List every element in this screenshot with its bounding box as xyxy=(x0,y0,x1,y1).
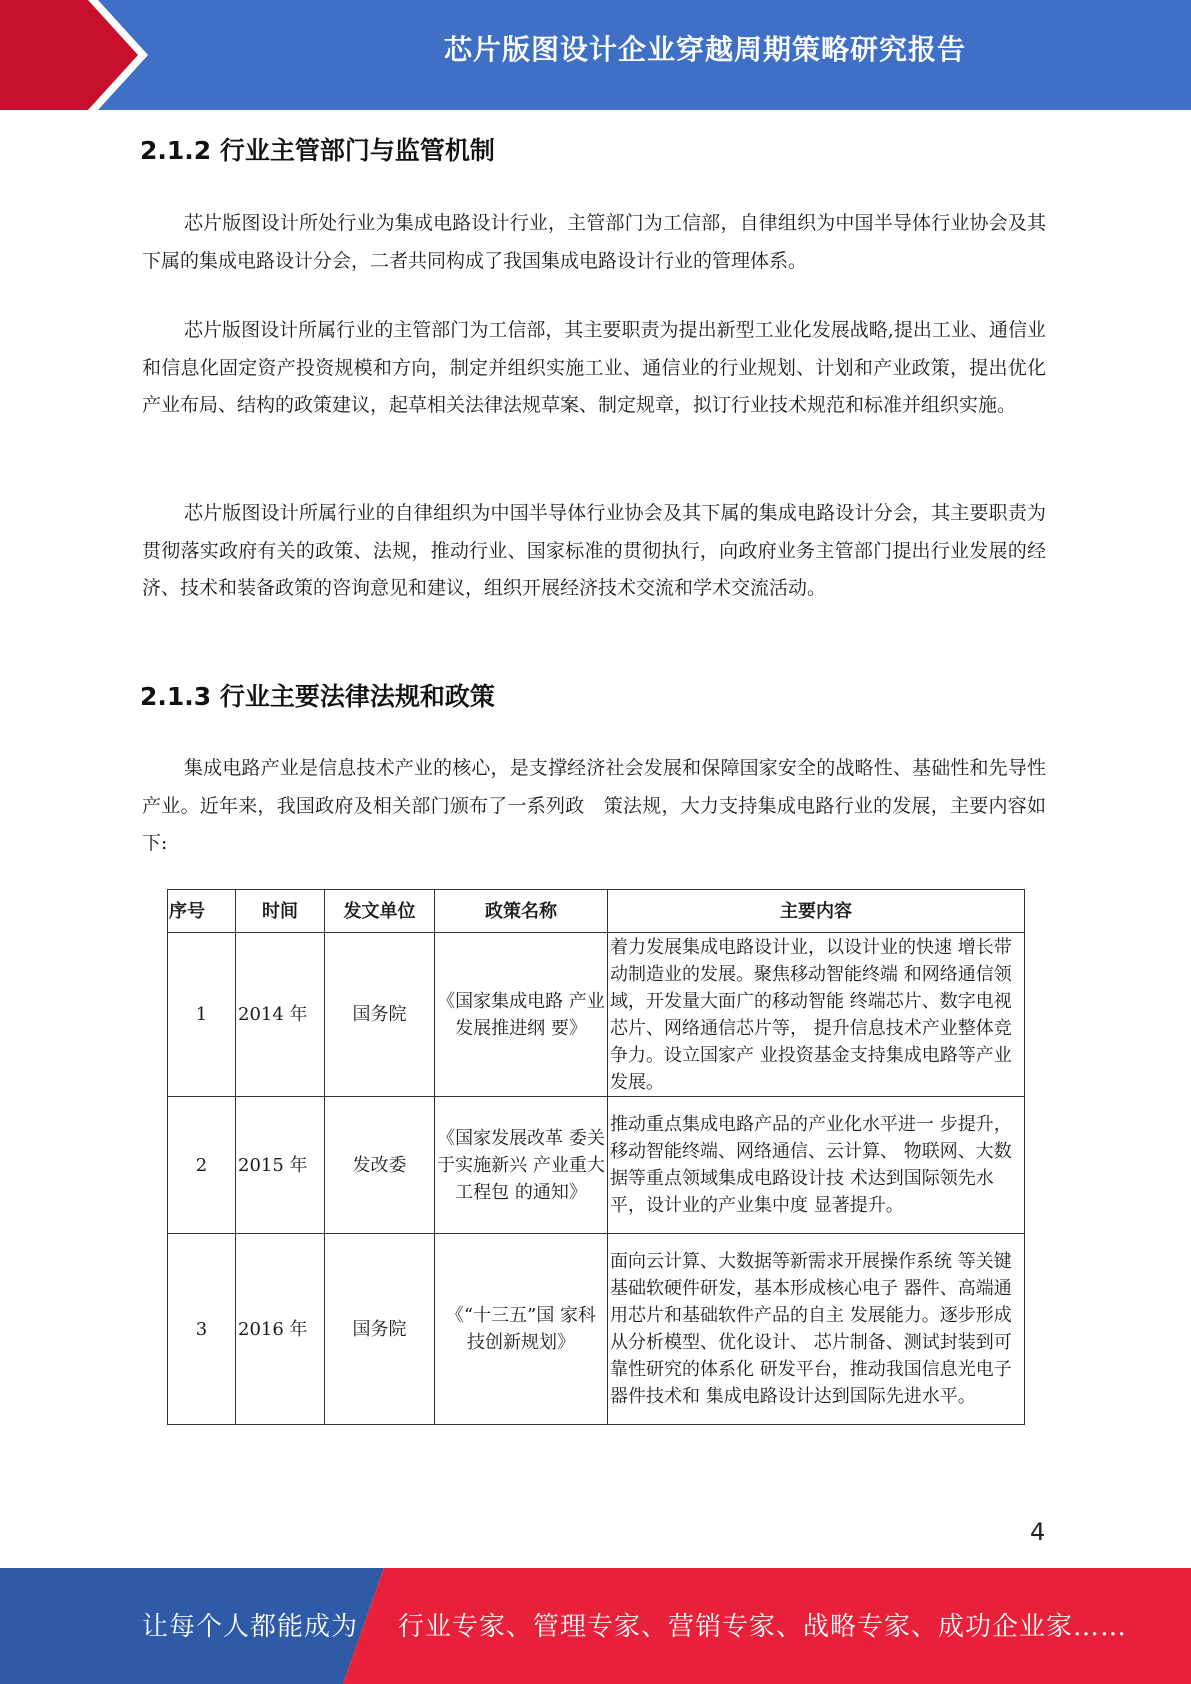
paragraph: 芯片版图设计所属行业的主管部门为工信部，其主要职责为提出新型工业化发展战略,提出工业、通信业和信息化固定资产投资规模和方向，制定并组织实施工业、通信业的行业规划、计划和产业政策，提出优化产业布局、结构的政策建议，起草相关法律法规草案、制定规章，拟订行业技术规范和标准并组织实施。 xyxy=(142,319,1046,416)
cell-content: 推动重点集成电路产品的产业化水平进一 步提升，移动智能终端、网络通信、云计算、 物联网、大数据等重点领域集成电路设计技 术达到国际领先水平，设计业的产业集中度 显著提升。 xyxy=(608,1097,1025,1234)
cell-no: 3 xyxy=(168,1234,236,1425)
table-header-row xyxy=(168,890,1025,933)
paragraph: 芯片版图设计所属行业的自律组织为中国半导体行业协会及其下属的集成电路设计分会，其主要职责为贯彻落实政府有关的政策、法规，推动行业、国家标准的贯彻执行，向政府业务主管部门提出行业发展的经济、技术和装备政策的咨询意见和建议，组织开展经济技术交流和学术交流活动。 xyxy=(142,502,1046,599)
cell-year: 2015 年 xyxy=(236,1097,325,1234)
footer-slogan-left: 让每个人都能成为 xyxy=(142,1612,359,1642)
paragraph: 集成电路产业是信息技术产业的核心，是支撑经济社会发展和保障国家安全的战略性、基础性和先导性产业。近年来，我国政府及相关部门颁布了一系列政 策法规，大力支持集成电路行业的发展，主要内容如下: xyxy=(142,757,1046,854)
report-title: 芯片版图设计企业穿越周期策略研究报告 xyxy=(443,33,966,66)
table-row xyxy=(168,1097,1025,1234)
cell-year: 2016 年 xyxy=(236,1234,325,1425)
table-row xyxy=(168,1234,1025,1425)
footer-slogan-right: 行业专家、管理专家、营销专家、战略专家、成功企业家…… xyxy=(398,1612,1128,1642)
cell-policy-name: 《国家发展改革 委关于实施新兴 产业重大工程包 的通知》 xyxy=(435,1097,608,1234)
paragraph: 芯片版图设计所处行业为集成电路设计行业，主管部门为工信部，自律组织为中国半导体行业协会及其下属的集成电路设计分会，二者共同构成了我国集成电路设计行业的管理体系。 xyxy=(142,212,1046,272)
column-header-issuer: 发文单位 xyxy=(325,890,435,933)
cell-content: 着力发展集成电路设计业，以设计业的快速 增长带动制造业的发展。聚焦移动智能终端 和网络通信领域，开发量大面广的移动智能 终端芯片、数字电视芯片、网络通信芯片等， 提升信息技术产业整体竞争力。设立国家产 业投资基金支持集成电路等产业发展。 xyxy=(608,933,1025,1097)
cell-issuer: 国务院 xyxy=(325,933,435,1097)
table-row xyxy=(168,933,1025,1097)
cell-issuer: 国务院 xyxy=(325,1234,435,1425)
column-header-no: 序号 xyxy=(168,890,236,933)
section-heading-2-1-3: 2.1.3 行业主要法律法规和政策 xyxy=(140,682,495,711)
section-heading-2-1-2: 2.1.2 行业主管部门与监管机制 xyxy=(140,136,495,165)
cell-policy-name: 《国家集成电路 产业发展推进纲 要》 xyxy=(435,933,608,1097)
cell-content: 面向云计算、大数据等新需求开展操作系统 等关键基础软硬件研发，基本形成核心电子 器件、高端通用芯片和基础软件产品的自主 发展能力。逐步形成从分析模型、优化设计、 芯片制备、测试封装到可靠性研究的体系化 研发平台，推动我国信息光电子器件技术和 集成电路设计达到国际先进水平。 xyxy=(608,1234,1025,1425)
column-header-content: 主要内容 xyxy=(608,890,1025,933)
policy-table xyxy=(167,889,1025,1425)
column-header-policy-name: 政策名称 xyxy=(435,890,608,933)
cell-no: 2 xyxy=(168,1097,236,1234)
cell-year: 2014 年 xyxy=(236,933,325,1097)
cell-no: 1 xyxy=(168,933,236,1097)
header-arrow-decoration xyxy=(0,0,160,110)
cell-issuer: 发改委 xyxy=(325,1097,435,1234)
column-header-time: 时间 xyxy=(236,890,325,933)
page-number: 4 xyxy=(1030,1518,1046,1546)
cell-policy-name: 《“十三五”国 家科技创新规划》 xyxy=(435,1234,608,1425)
